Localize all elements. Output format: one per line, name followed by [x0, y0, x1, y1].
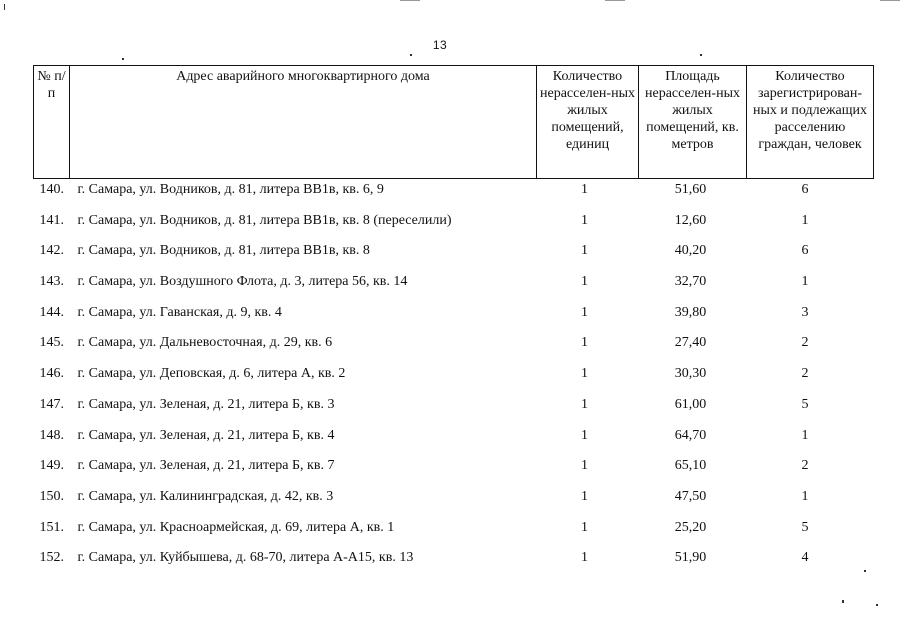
row-address: г. Самара, ул. Куйбышева, д. 68-70, литера А-А15, кв. 13	[77, 550, 414, 566]
scan-speck	[122, 58, 124, 60]
row-number: 147.	[39, 396, 64, 412]
row-area: 25,20	[674, 519, 707, 535]
row-people: 1	[801, 427, 809, 443]
row-units: 1	[581, 550, 588, 566]
row-people: 1	[801, 212, 809, 228]
housing-table	[33, 65, 874, 580]
row-people: 2	[801, 458, 809, 474]
row-people: 6	[801, 182, 809, 197]
row-units: 1	[581, 366, 588, 382]
row-number: 151.	[39, 519, 64, 535]
table-row	[34, 519, 874, 550]
row-number: 152.	[39, 550, 64, 566]
row-area: 27,40	[674, 335, 707, 351]
row-area: 39,80	[674, 304, 707, 320]
row-people: 1	[801, 488, 809, 504]
row-address: г. Самара, ул. Калининградская, д. 42, кв. 3	[77, 488, 334, 504]
scan-edge-line	[605, 0, 625, 1]
row-people: 5	[801, 519, 809, 535]
row-people: 4	[801, 550, 809, 566]
row-number: 143.	[39, 274, 64, 290]
table-row	[34, 273, 874, 304]
row-number: 141.	[39, 212, 64, 228]
row-area: 64,70	[674, 427, 707, 443]
row-people: 2	[801, 335, 809, 351]
row-units: 1	[581, 519, 588, 535]
row-units: 1	[581, 458, 588, 474]
row-area: 47,50	[674, 488, 707, 504]
row-area: 40,20	[674, 243, 707, 259]
row-area: 12,60	[674, 212, 707, 228]
row-address: г. Самара, ул. Деповская, д. 6, литера А, кв. 2	[77, 366, 346, 382]
row-area: 51,60	[674, 182, 707, 197]
table-row	[34, 457, 874, 488]
header-people: Количество зарегистрирован-ных и подлежащих расселению граждан, человек	[747, 66, 874, 179]
scan-edge-line	[400, 0, 420, 1]
row-units: 1	[581, 488, 588, 504]
row-number: 140.	[39, 182, 64, 197]
row-units: 1	[581, 427, 588, 443]
table-row	[34, 242, 874, 273]
scan-speck	[4, 4, 5, 10]
row-people: 5	[801, 396, 809, 412]
table-row	[34, 427, 874, 458]
row-units: 1	[581, 182, 588, 197]
header-address: Адрес аварийного многоквартирного дома	[70, 66, 537, 179]
table-row	[34, 304, 874, 335]
table-row	[34, 488, 874, 519]
row-address: г. Самара, ул. Зеленая, д. 21, литера Б, кв. 3	[77, 396, 335, 412]
row-units: 1	[581, 212, 588, 228]
row-address: г. Самара, ул. Гаванская, д. 9, кв. 4	[77, 304, 282, 320]
row-address: г. Самара, ул. Зеленая, д. 21, литера Б, кв. 7	[77, 458, 335, 474]
row-number: 149.	[39, 458, 64, 474]
row-address: г. Самара, ул. Водников, д. 81, литера ВВ1в, кв. 6, 9	[77, 182, 384, 197]
scan-speck	[700, 54, 702, 56]
row-units: 1	[581, 304, 588, 320]
row-units: 1	[581, 396, 588, 412]
scan-speck	[410, 54, 412, 56]
scan-speck	[842, 600, 844, 603]
header-area: Площадь нерасселен-ных жилых помещений, кв. метров	[639, 66, 747, 179]
row-units: 1	[581, 243, 588, 259]
row-number: 150.	[39, 488, 64, 504]
row-address: г. Самара, ул. Красноармейская, д. 69, литера А, кв. 1	[77, 519, 395, 535]
row-address: г. Самара, ул. Дальневосточная, д. 29, кв. 6	[77, 335, 333, 351]
row-people: 3	[801, 304, 809, 320]
table-header-row	[34, 66, 874, 179]
page-number: 13	[432, 38, 448, 52]
row-address: г. Самара, ул. Водников, д. 81, литера ВВ1в, кв. 8 (переселили)	[77, 212, 452, 228]
row-people: 2	[801, 366, 809, 382]
table-row	[34, 365, 874, 396]
row-area: 51,90	[674, 550, 707, 566]
row-area: 61,00	[674, 396, 707, 412]
scan-speck	[876, 604, 878, 606]
row-number: 146.	[39, 366, 64, 382]
table-row	[34, 179, 874, 212]
header-number: № п/п	[34, 66, 70, 179]
row-area: 32,70	[674, 274, 707, 290]
row-address: г. Самара, ул. Водников, д. 81, литера ВВ1в, кв. 8	[77, 243, 370, 259]
row-units: 1	[581, 274, 588, 290]
table-row	[34, 396, 874, 427]
row-number: 148.	[39, 427, 64, 443]
row-units: 1	[581, 335, 588, 351]
row-people: 1	[801, 274, 809, 290]
scan-edge-line	[880, 0, 900, 1]
table-row	[34, 549, 874, 580]
row-number: 145.	[39, 335, 64, 351]
table-row	[34, 212, 874, 243]
row-area: 30,30	[674, 366, 707, 382]
row-address: г. Самара, ул. Воздушного Флота, д. 3, литера 56, кв. 14	[77, 274, 408, 290]
row-number: 142.	[39, 243, 64, 259]
header-units: Количество нерасселен-ных жилых помещений, единиц	[537, 66, 639, 179]
row-people: 6	[801, 243, 809, 259]
table-row	[34, 334, 874, 365]
row-area: 65,10	[674, 458, 707, 474]
row-address: г. Самара, ул. Зеленая, д. 21, литера Б, кв. 4	[77, 427, 335, 443]
row-number: 144.	[39, 304, 64, 320]
